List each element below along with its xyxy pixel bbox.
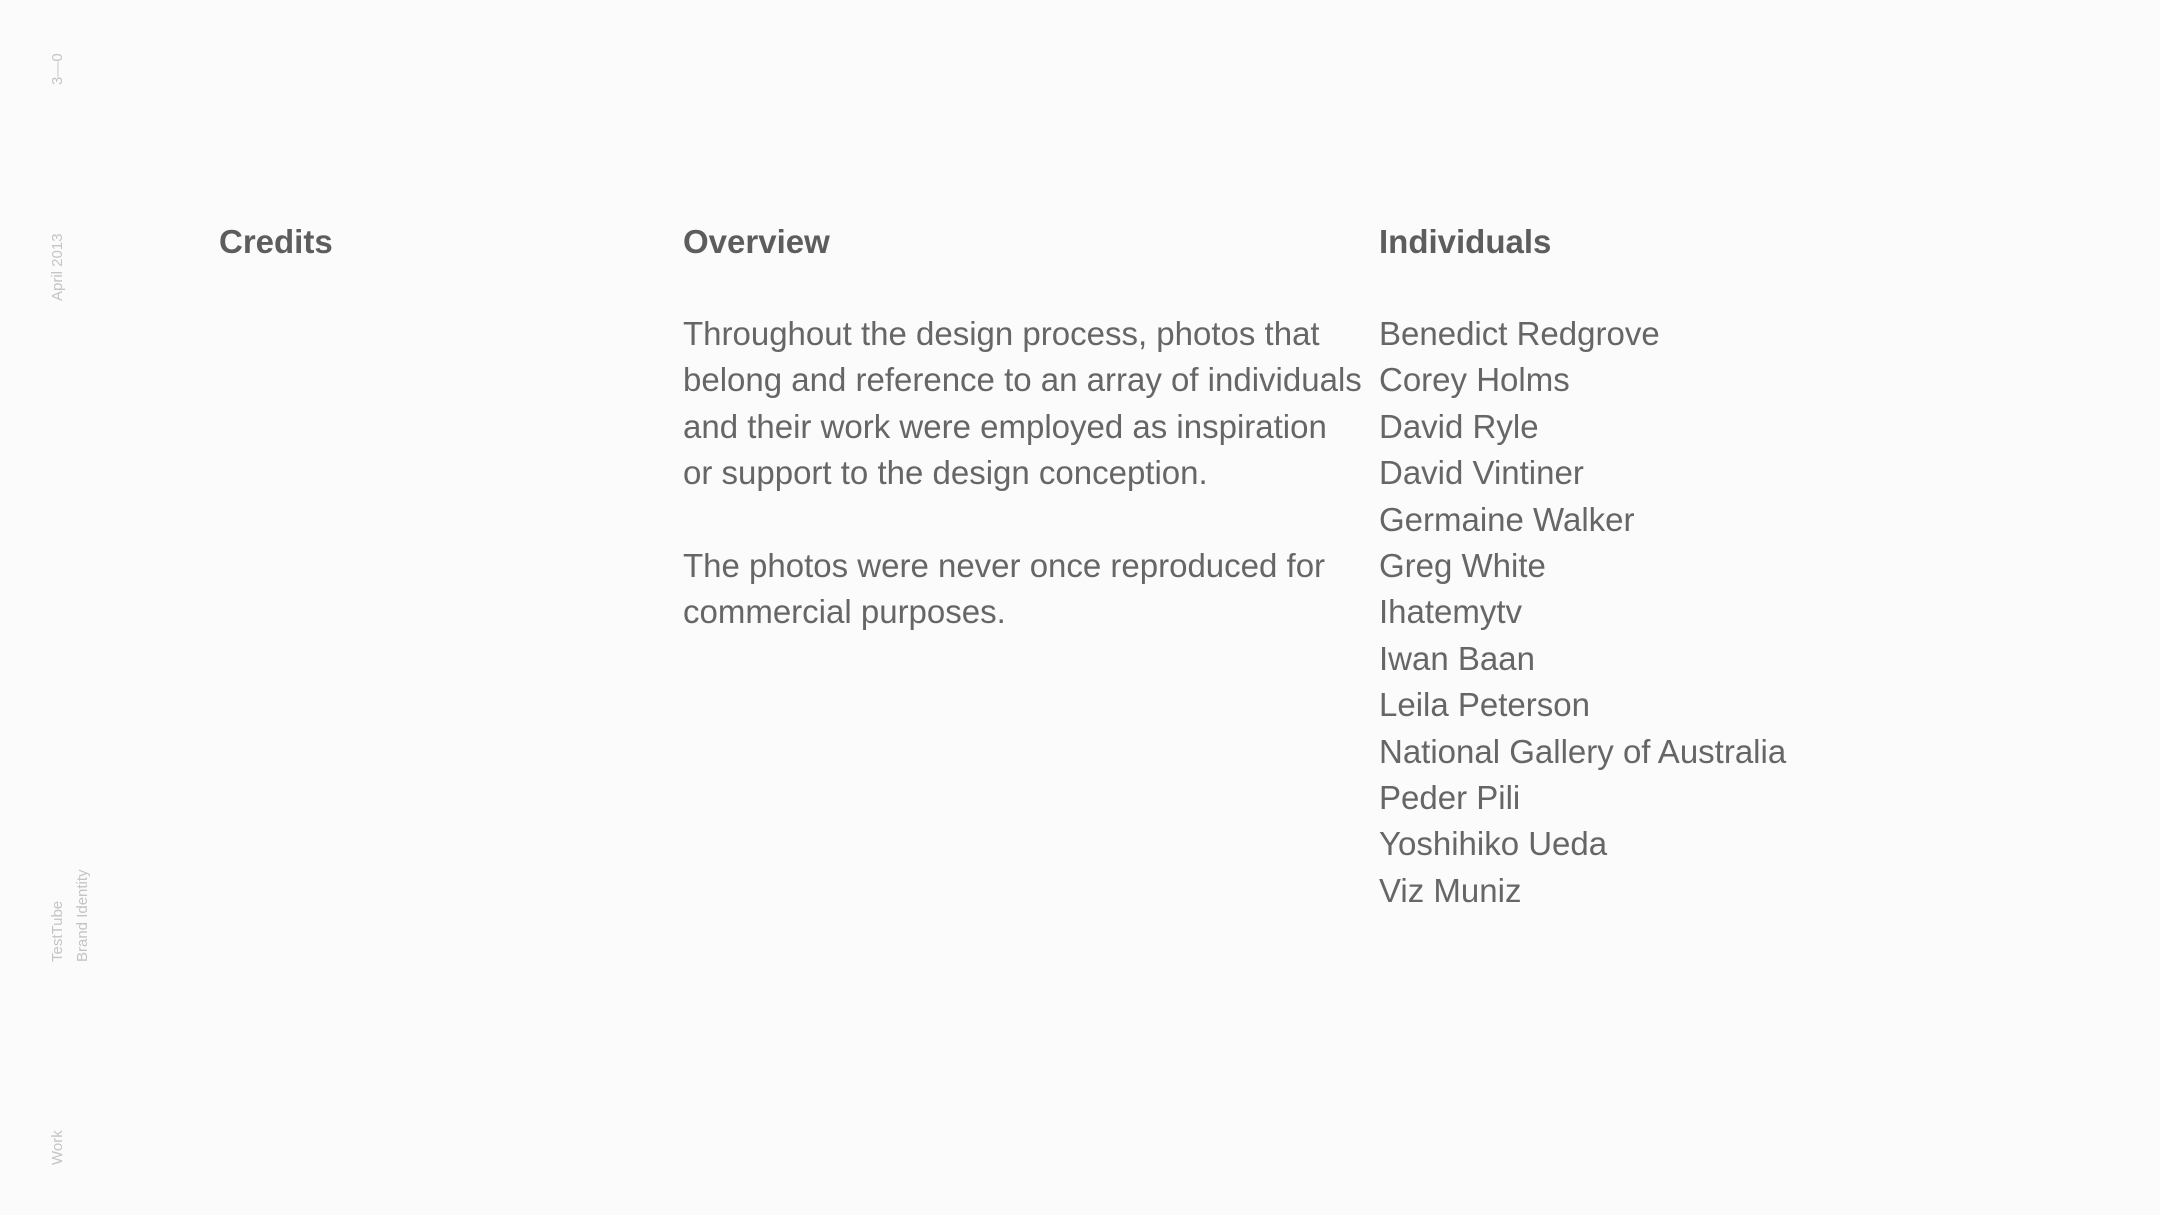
individual-name: National Gallery of Australia bbox=[1379, 732, 1787, 770]
section-label: Work bbox=[49, 1130, 66, 1165]
individuals-list bbox=[1379, 311, 1786, 914]
individual-name: Corey Holms bbox=[1379, 361, 1570, 399]
individual-name: Iwan Baan bbox=[1379, 639, 1535, 677]
page-number: 3—0 bbox=[49, 53, 66, 85]
individuals-heading: Individuals bbox=[1379, 223, 1552, 260]
overview-paragraph: The photos were never once reproduced for commercial purposes. bbox=[683, 547, 1326, 631]
individual-name: Germaine Walker bbox=[1379, 500, 1635, 538]
individual-name: David Ryle bbox=[1379, 407, 1539, 445]
individual-name: Benedict Redgrove bbox=[1379, 315, 1660, 352]
project-label: TestTube bbox=[49, 900, 66, 962]
individual-name: Viz Muniz bbox=[1379, 871, 1522, 909]
overview-heading: Overview bbox=[683, 223, 830, 260]
overview-paragraph: Throughout the design process, photos that belong and reference to an array of individuals and their work were employed as inspiration or support to the design conception. bbox=[683, 315, 1362, 492]
individual-name: Greg White bbox=[1379, 547, 1546, 585]
project-subtitle-label: Brand Identity bbox=[74, 869, 91, 962]
individual-name: David Vintiner bbox=[1379, 454, 1584, 492]
individual-name: Leila Peterson bbox=[1379, 686, 1590, 724]
date-label: April 2013 bbox=[49, 233, 66, 301]
individual-name: Yoshihiko Ueda bbox=[1379, 825, 1608, 863]
overview-body bbox=[683, 311, 1363, 636]
individual-name: Peder Pili bbox=[1379, 779, 1521, 817]
credits-heading: Credits bbox=[219, 223, 333, 260]
individual-name: Ihatemytv bbox=[1379, 593, 1523, 631]
